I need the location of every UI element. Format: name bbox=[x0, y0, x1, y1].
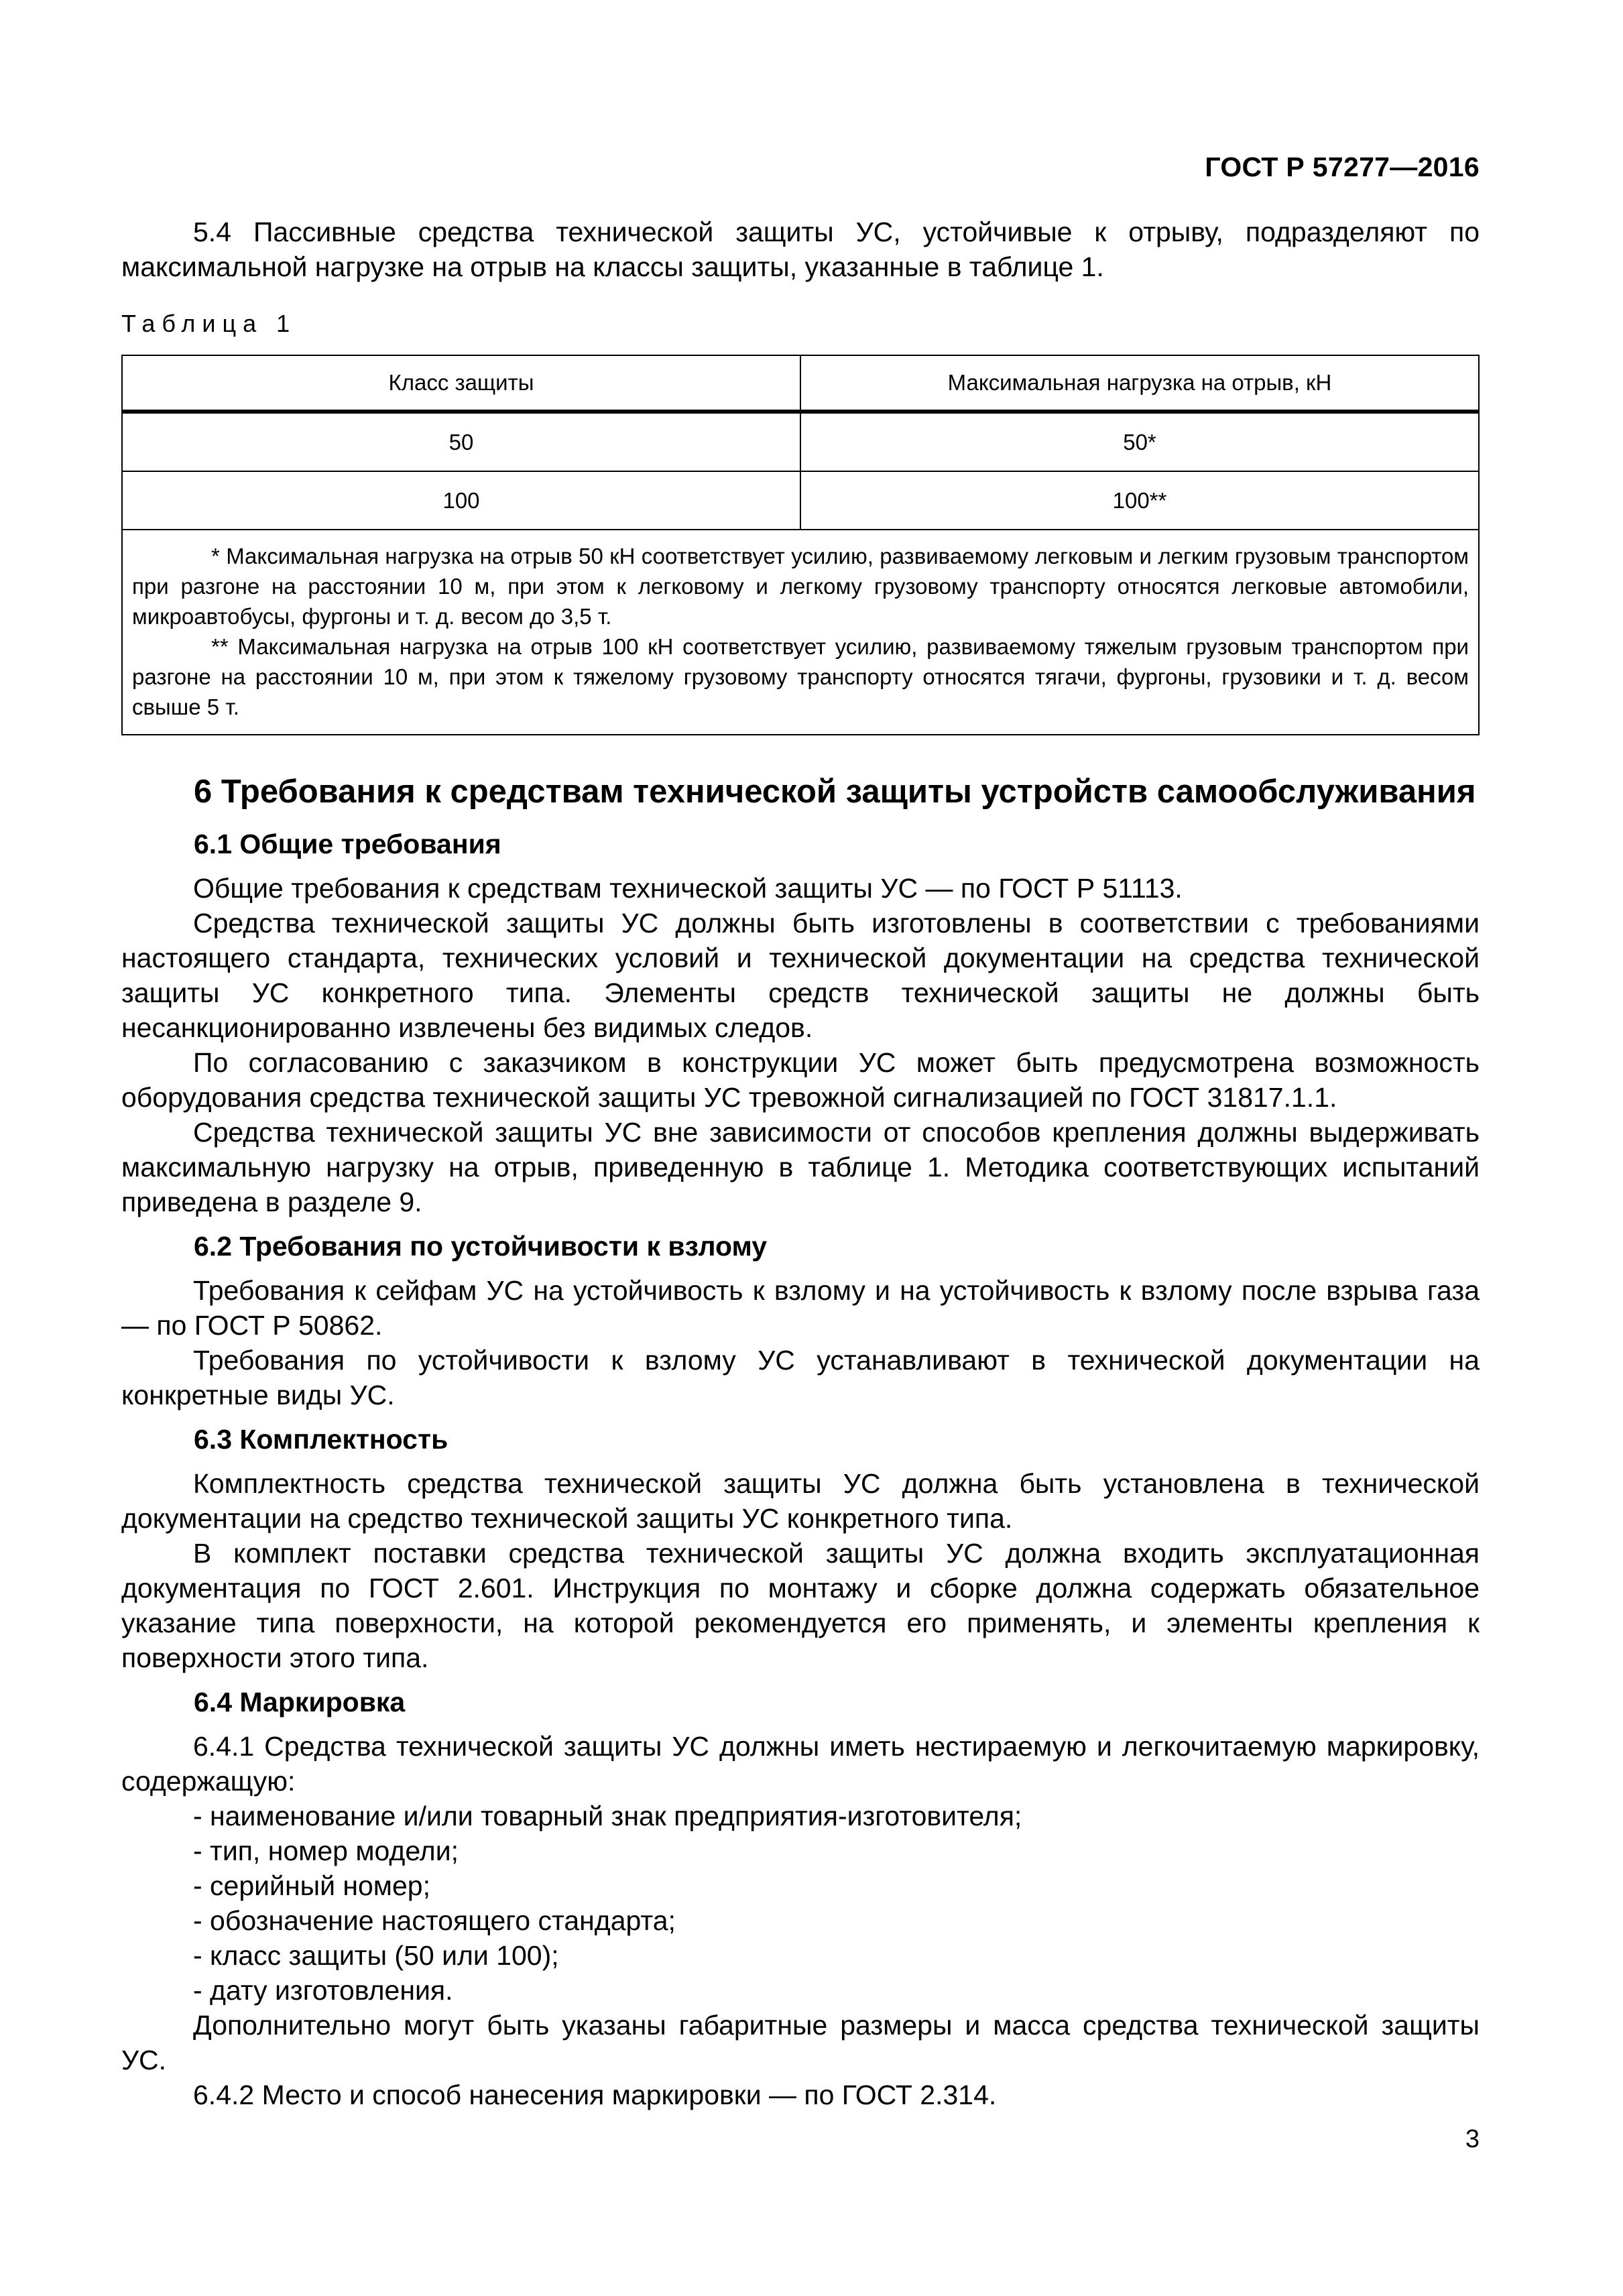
paragraph: Комплектность средства технической защиты УС должна быть установлена в технической документации на средство технической защиты УС конкретного типа. bbox=[121, 1468, 1480, 1534]
list-item: - класс защиты (50 или 100); bbox=[193, 1940, 559, 1971]
section-6-2-title: 6.2 Требования по устойчивости к взлому bbox=[194, 1231, 768, 1262]
marking-list bbox=[121, 1799, 1480, 2008]
table-cell-class: 50 bbox=[122, 412, 800, 471]
table-cell-load: 100** bbox=[800, 471, 1479, 530]
section-6-3-title: 6.3 Комплектность bbox=[194, 1424, 448, 1455]
paragraph: Общие требования к средствам технической защиты УС — по ГОСТ Р 51113. bbox=[193, 873, 1183, 904]
paragraph: По согласованию с заказчиком в конструкции УС может быть предусмотрена возможность оборудования средства технической защиты УС тревожной сигнализацией по ГОСТ 31817.1.1. bbox=[121, 1047, 1480, 1113]
list-item: - серийный номер; bbox=[193, 1870, 430, 1901]
table-header-load: Максимальная нагрузка на отрыв, кН bbox=[800, 355, 1479, 412]
section-6-1-title: 6.1 Общие требования bbox=[194, 829, 501, 859]
paragraph-5-4: 5.4 Пассивные средства технической защиты УС, устойчивые к отрыву, подразделяют по максимальной нагрузке на отрыв на классы защиты, указанные в таблице 1. bbox=[121, 217, 1480, 282]
paragraph: Средства технической защиты УС вне зависимости от способов крепления должны выдерживать максимальную нагрузку на отрыв, приведенную в таблице 1. Методика соответствующих испытаний приведена в разделе 9. bbox=[121, 1117, 1480, 1217]
table-cell-class: 100 bbox=[122, 471, 800, 530]
table-notes bbox=[122, 530, 1479, 735]
table-header-class: Класс защиты bbox=[122, 355, 800, 412]
table-row bbox=[122, 471, 1479, 530]
list-item: - тип, номер модели; bbox=[193, 1835, 459, 1866]
page-number: 3 bbox=[1465, 2125, 1480, 2153]
list-item: - наименование и/или товарный знак предприятия-изготовителя; bbox=[193, 1801, 1022, 1831]
paragraph: Требования к сейфам УС на устойчивость к взлому и на устойчивость к взлому после взрыва газа — по ГОСТ Р 50862. bbox=[121, 1275, 1480, 1341]
table-caption: Таблица 1 bbox=[121, 310, 297, 337]
paragraph: 6.4.2 Место и способ нанесения маркировки — по ГОСТ 2.314. bbox=[193, 2079, 997, 2110]
table-note: ** Максимальная нагрузка на отрыв 100 кН соответствует усилию, развиваемому тяжелым грузовым транспортом при разгоне на расстоянии 10 м, при этом к тяжелому грузовому транспорту относятся тягачи, фургоны, грузовики и т. д. весом свыше 5 т. bbox=[132, 634, 1469, 719]
page-content bbox=[121, 215, 1480, 2112]
list-item: - обозначение настоящего стандарта; bbox=[193, 1905, 676, 1936]
paragraph: Требования по устойчивости к взлому УС устанавливают в технической документации на конкретные виды УС. bbox=[121, 1345, 1480, 1410]
paragraph: Средства технической защиты УС должны быть изготовлены в соответствии с требованиями настоящего стандарта, технических условий и технической документации на средства технической защиты УС конкретного типа. Элементы средств технической защиты не должны быть несанкционированно извлечены без видимых следов. bbox=[121, 908, 1480, 1043]
table-header-row bbox=[122, 355, 1479, 412]
list-item: - дату изготовления. bbox=[193, 1975, 453, 2006]
paragraph: В комплект поставки средства технической защиты УС должна входить эксплуатационная документация по ГОСТ 2.601. Инструкция по монтажу и сборке должна содержать обязательное указание типа поверхности, на которой рекомендуется его применять, и элементы крепления к поверхности этого типа. bbox=[121, 1538, 1480, 1673]
section-6-4-title: 6.4 Маркировка bbox=[194, 1687, 406, 1717]
table-1 bbox=[121, 355, 1480, 735]
section-6-title: 6 Требования к средствам технической защиты устройств самообслуживания bbox=[194, 774, 1476, 810]
paragraph: Дополнительно могут быть указаны габаритные размеры и масса средства технической защиты УС. bbox=[121, 2010, 1480, 2075]
table-cell-load: 50* bbox=[800, 412, 1479, 471]
table-row bbox=[122, 412, 1479, 471]
table-note: * Максимальная нагрузка на отрыв 50 кН соответствует усилию, развиваемому легковым и легким грузовым транспортом при разгоне на расстоянии 10 м, при этом к легковому и легкому грузовому транспорту относятся легковые автомобили, микроавтобусы, фургоны и т. д. весом до 3,5 т. bbox=[132, 544, 1469, 629]
paragraph: 6.4.1 Средства технической защиты УС должны иметь нестираемую и легкочитаемую маркировку, содержащую: bbox=[121, 1731, 1480, 1797]
standard-header: ГОСТ Р 57277—2016 bbox=[1205, 152, 1480, 182]
table-notes-row bbox=[122, 530, 1479, 735]
